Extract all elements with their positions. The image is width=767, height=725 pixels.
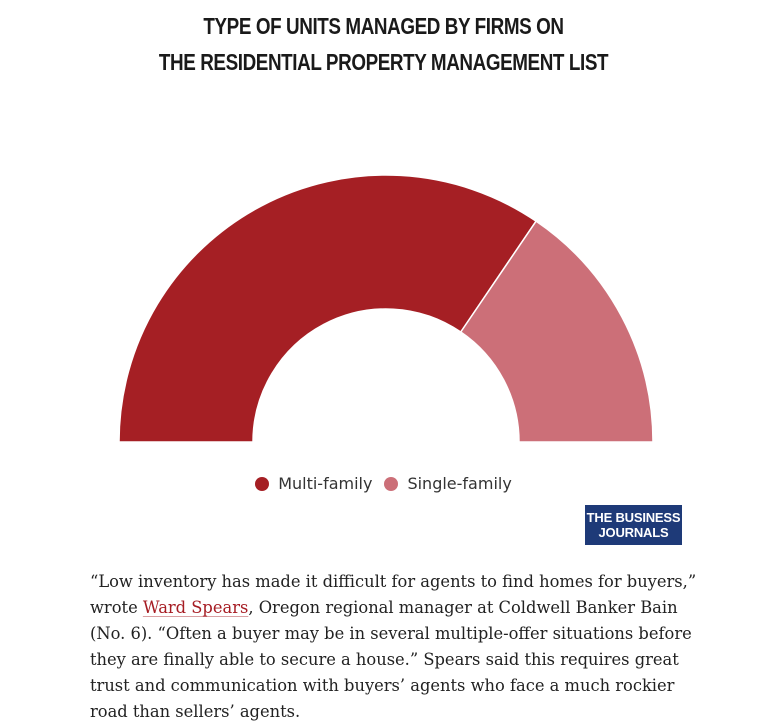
legend-swatch-single-family: [384, 477, 398, 491]
logo-line-2: JOURNALS: [598, 525, 669, 540]
legend-item-single-family[interactable]: [384, 474, 511, 493]
legend-item-multi-family[interactable]: [255, 474, 372, 493]
legend-label-multi-family: Multi-family: [278, 474, 373, 493]
legend-label-single-family: Single-family: [407, 474, 512, 493]
article-text-part-2: , Oregon regional manager at Coldwell Banker Bain (No. 6). “Often a buyer may be in several multiple-offer situations before they are finally able to secure a house.” Spears said this requires great trust and communication with buyers’ agents who face a much rockier road than sellers’ agents.: [90, 598, 692, 721]
chart-title-line-2: THE RESIDENTIAL PROPERTY MANAGEMENT LIST: [158, 49, 609, 75]
chart-title-line-1: TYPE OF UNITS MANAGED BY FIRMS ON: [203, 13, 564, 39]
article-text-part-1: “Low inventory has made it difficult for agents to find homes for buyers,” wrote: [90, 572, 697, 617]
business-journals-logo: [585, 505, 682, 545]
article-paragraph: [90, 569, 700, 725]
logo-line-1: THE BUSINESS: [586, 510, 681, 525]
ward-spears-link[interactable]: Ward Spears: [142, 598, 249, 617]
chart-legend: [0, 474, 767, 493]
slice-multi-family[interactable]: [119, 175, 536, 442]
legend-swatch-multi-family: [255, 477, 269, 491]
